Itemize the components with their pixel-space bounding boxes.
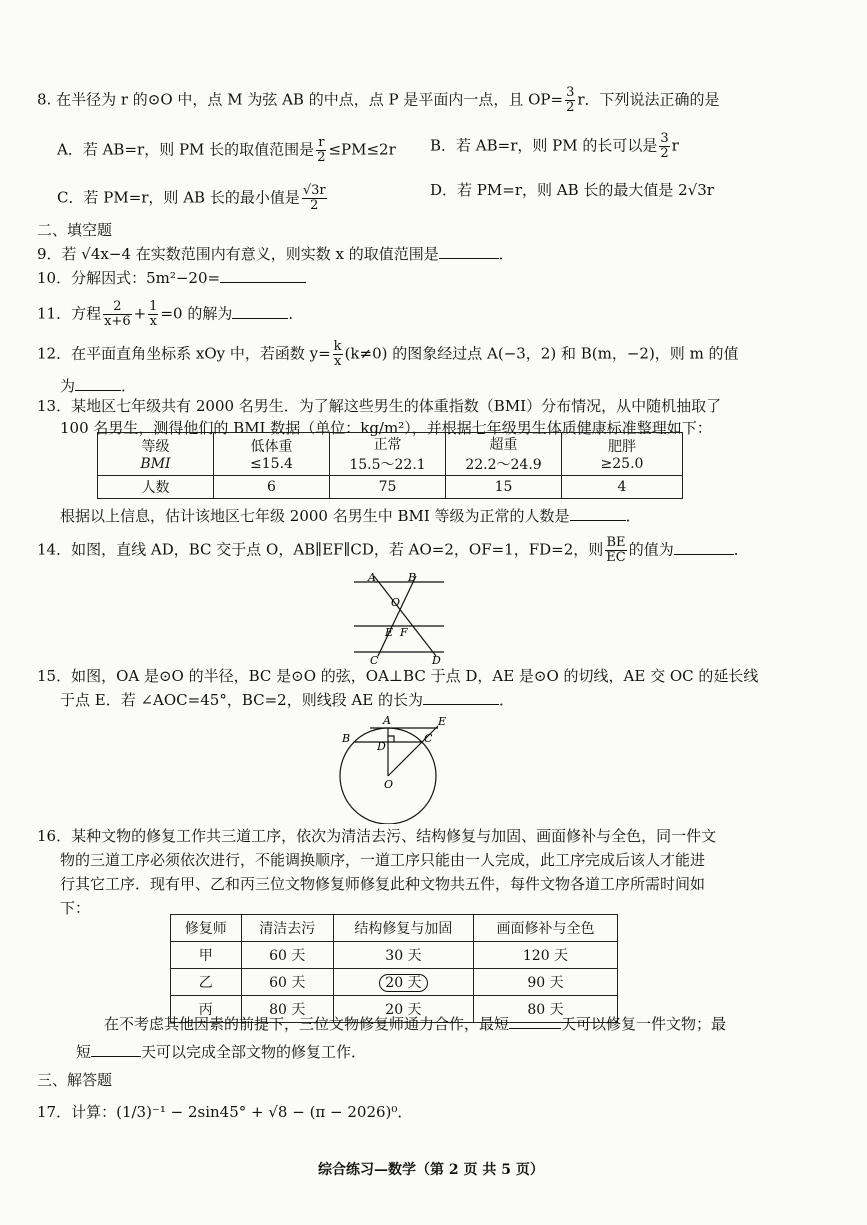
q13-line3-text: 根据以上信息，估计该地区七年级 2000 名男生中 BMI 等级为正常的人数是 (60, 507, 570, 525)
q14-text: 14．如图，直线 AD，BC 交于点 O，AB∥EF∥CD，若 AO=2，OF=1，FD=2，则 (37, 540, 604, 559)
cell-text: 22.2～24.9 (465, 457, 542, 473)
q15-end: ． (499, 691, 515, 709)
cell-text: 超重 (489, 437, 518, 453)
q8-b-n: 3 (660, 131, 669, 146)
q11-text: 11．方程 (37, 304, 102, 323)
q16-line5b: 天可以修复一件文物；最 (561, 1015, 727, 1033)
q8-option-a (57, 136, 396, 165)
q14-post: 的值为 (628, 540, 674, 559)
label-b: B (408, 571, 417, 584)
q11-f1-n: 2 (103, 300, 132, 315)
table-cell: 15 (446, 476, 562, 499)
q11 (37, 300, 303, 329)
table-cell: 20 天 (333, 996, 473, 1023)
q17: 17．计算：(1/3)⁻¹ − 2sin45° + √8 − (π − 2026)⁰． (37, 1103, 413, 1121)
q16-answer-blank-1[interactable] (509, 1014, 561, 1029)
right-angle-mark (388, 736, 394, 742)
cell-text: BMI (140, 456, 171, 472)
q16-line6b: 天可以完成全部文物的修复工作． (141, 1043, 367, 1061)
q12-fd: x (333, 354, 342, 369)
q11-end: ． (288, 304, 304, 323)
q14-end: ． (733, 540, 749, 559)
q16-line6 (76, 1042, 366, 1062)
table-cell: 6 (214, 476, 330, 499)
page-footer: 综合练习—数学（第 2 页 共 5 页） (318, 1162, 544, 1178)
q8-stem-text: 8. 在半径为 r 的⊙O 中，点 M 为弦 AB 的中点，点 P 是平面内一点，且 OP= (37, 90, 564, 109)
table-cell (330, 433, 446, 476)
q16-line3: 行其它工序．现有甲、乙和丙三位文物修复师修复此种文物共五件，每件文物各道工序所需时间如 (60, 875, 706, 893)
q8-a-end: ≤PM≤2r (328, 140, 396, 159)
label-c: C (370, 654, 379, 666)
table-cell: 丙 (171, 996, 242, 1023)
bmi-table (97, 432, 683, 499)
q15-figure (330, 712, 460, 824)
q11-f1-d: x+6 (104, 314, 131, 329)
q16-answer-blank-2[interactable] (91, 1042, 141, 1057)
q8-b-text: B．若 AB=r，则 PM 的长可以是 (430, 136, 658, 155)
q8-b-frac (659, 132, 669, 161)
q15-answer-blank[interactable] (423, 690, 499, 705)
q8-frac-n: 3 (566, 85, 575, 100)
q15-line1: 15．如图，OA 是⊙O 的半径，BC 是⊙O 的弦，OA⊥BC 于点 D，AE 是⊙O 的切线，AE 交 OC 的延长线 (37, 667, 759, 685)
q8-a-text: A．若 AB=r，则 PM 长的取值范围是 (57, 140, 315, 159)
q9-text: 9．若 √4x−4 在实数范围内有意义，则实数 x 的取值范围是 (37, 245, 439, 263)
q8-option-b (430, 132, 679, 161)
cell-text: 低体重 (250, 439, 293, 455)
q8-c-n: √3r (302, 183, 326, 198)
q14-frac (605, 536, 626, 565)
table-cell: 甲 (171, 942, 242, 969)
q16-line6a: 短 (76, 1043, 92, 1061)
q8-option-d: D．若 PM=r，则 AB 长的最大值是 2√3r (430, 181, 714, 199)
q13-line3 (60, 506, 641, 526)
table-header-cell: 画面修补与全色 (473, 915, 617, 942)
q9 (37, 244, 514, 264)
label-a: A (383, 714, 391, 727)
q8-option-c (57, 184, 329, 213)
label-e: E (438, 715, 447, 728)
q14 (37, 536, 749, 565)
q12-answer-blank[interactable] (75, 376, 121, 391)
q14-fn: BE (606, 535, 626, 550)
q16-line5a: 在不考虑其他因素的前提下，三位文物修复师通力合作，最短 (104, 1015, 510, 1033)
q8-b-d: 2 (660, 146, 669, 161)
q14-figure (340, 570, 450, 666)
q11-frac-1 (103, 300, 132, 329)
label-d: D (377, 740, 386, 753)
q11-frac-2 (148, 300, 158, 329)
cell-text: ≥25.0 (600, 456, 644, 472)
q16-line4: 下： (60, 899, 91, 917)
cell-text: 15.5～22.1 (349, 457, 426, 473)
table-cell (98, 433, 214, 476)
q15-line2 (60, 690, 514, 710)
q14-fd: EC (606, 550, 626, 565)
q11-f2-n: 1 (149, 299, 158, 314)
q12-end: ． (121, 377, 137, 395)
q12-line2-text: 为 (60, 377, 76, 395)
q8-frac-d: 2 (566, 100, 575, 115)
cell-text: 肥胖 (608, 439, 636, 455)
table-cell: 90 天 (473, 969, 617, 996)
label-a: A (368, 571, 376, 584)
cell-text: ≤15.4 (250, 456, 293, 472)
restorer-table (170, 914, 618, 1023)
q12 (37, 340, 739, 369)
table-cell (214, 433, 330, 476)
q8-a-d: 2 (317, 150, 326, 165)
table-cell: 80 天 (473, 996, 617, 1023)
label-o: O (391, 596, 401, 609)
table-cell: 30 天 (333, 942, 473, 969)
q8-c-d: 2 (310, 198, 319, 213)
table-cell: 4 (562, 476, 683, 499)
q8-c-text: C．若 PM=r，则 AB 长的最小值是 (57, 188, 300, 207)
q12-line2 (60, 376, 136, 396)
table-row (98, 476, 683, 499)
table-header-cell: 修复师 (171, 915, 242, 942)
table-cell: 60 天 (241, 942, 333, 969)
table-row (171, 942, 618, 969)
q8-a-n: r (316, 136, 326, 151)
q10 (37, 268, 306, 288)
table-row (171, 915, 618, 942)
table-cell: 60 天 (241, 969, 333, 996)
label-b: B (342, 732, 351, 745)
table-row (171, 969, 618, 996)
q15-line2-text: 于点 E．若 ∠AOC=45°，BC=2，则线段 AE 的长为 (60, 691, 424, 709)
label-f: F (400, 626, 408, 639)
q12-frac (333, 340, 343, 369)
q8-stem-end: r．下列说法正确的是 (577, 90, 720, 109)
q8-c-frac (302, 184, 327, 213)
table-header-cell: 清洁去污 (241, 915, 333, 942)
q16-line2: 物的三道工序必须依次进行，不能调换顺序，一道工序只能由一人完成，此工序完成后该人才能进 (60, 851, 706, 869)
label-d: D (432, 654, 441, 666)
q14-answer-blank[interactable] (674, 540, 734, 555)
q11-plus: + (133, 304, 147, 323)
cell-text: 正常 (373, 437, 402, 453)
q8-a-frac (316, 136, 326, 165)
q9-end: ． (498, 245, 514, 263)
q13-answer-blank[interactable] (570, 506, 626, 521)
table-header-cell: 结构修复与加固 (333, 915, 473, 942)
table-cell (333, 969, 473, 996)
q12-text: 12．在平面直角坐标系 xOy 中，若函数 y= (37, 344, 331, 363)
q16-line5 (104, 1014, 726, 1034)
q10-text: 10．分解因式：5m²−20= (37, 269, 221, 287)
table-cell: 人数 (98, 476, 214, 499)
q13-end: ． (625, 507, 641, 525)
label-o: O (384, 778, 394, 791)
cell-text: 等级 (141, 439, 170, 455)
label-e: E (385, 626, 394, 639)
q8-frac (565, 86, 575, 115)
table-cell: 乙 (171, 969, 242, 996)
label-c: C (424, 732, 433, 745)
q12-fn: k (333, 339, 342, 354)
q8-b-end: r (671, 136, 679, 155)
q10-answer-blank[interactable] (220, 268, 306, 283)
table-cell (446, 433, 562, 476)
q11-answer-blank[interactable] (232, 304, 288, 319)
q11-f2-d: x (149, 314, 157, 329)
table-cell: 80 天 (241, 996, 333, 1023)
table-cell: 75 (330, 476, 446, 499)
section-2-heading: 二、填空题 (37, 221, 113, 239)
q11-post: =0 的解为 (160, 304, 233, 323)
table-cell: 120 天 (473, 942, 617, 969)
q9-answer-blank[interactable] (439, 244, 499, 259)
circled-value: 20 天 (379, 974, 427, 992)
table-cell (562, 433, 683, 476)
q13-line1: 13．某地区七年级共有 2000 名男生．为了解这些男生的体重指数（BMI）分布情况，从中随机抽取了 (37, 397, 722, 415)
q16-line1: 16．某种文物的修复工作共三道工序，依次为清洁去污、结构修复与加固、画面修补与全色，同一件文 (37, 827, 717, 845)
q12-post: (k≠0) 的图象经过点 A(−3，2) 和 B(m，−2)，则 m 的值 (344, 344, 739, 363)
q13-line2: 100 名男生，测得他们的 BMI 数据（单位：kg/m²），并根据七年级男生体质健康标准整理如下： (60, 419, 712, 437)
q8-stem (37, 86, 720, 115)
section-3-heading: 三、解答题 (37, 1071, 113, 1089)
table-row (98, 433, 683, 476)
